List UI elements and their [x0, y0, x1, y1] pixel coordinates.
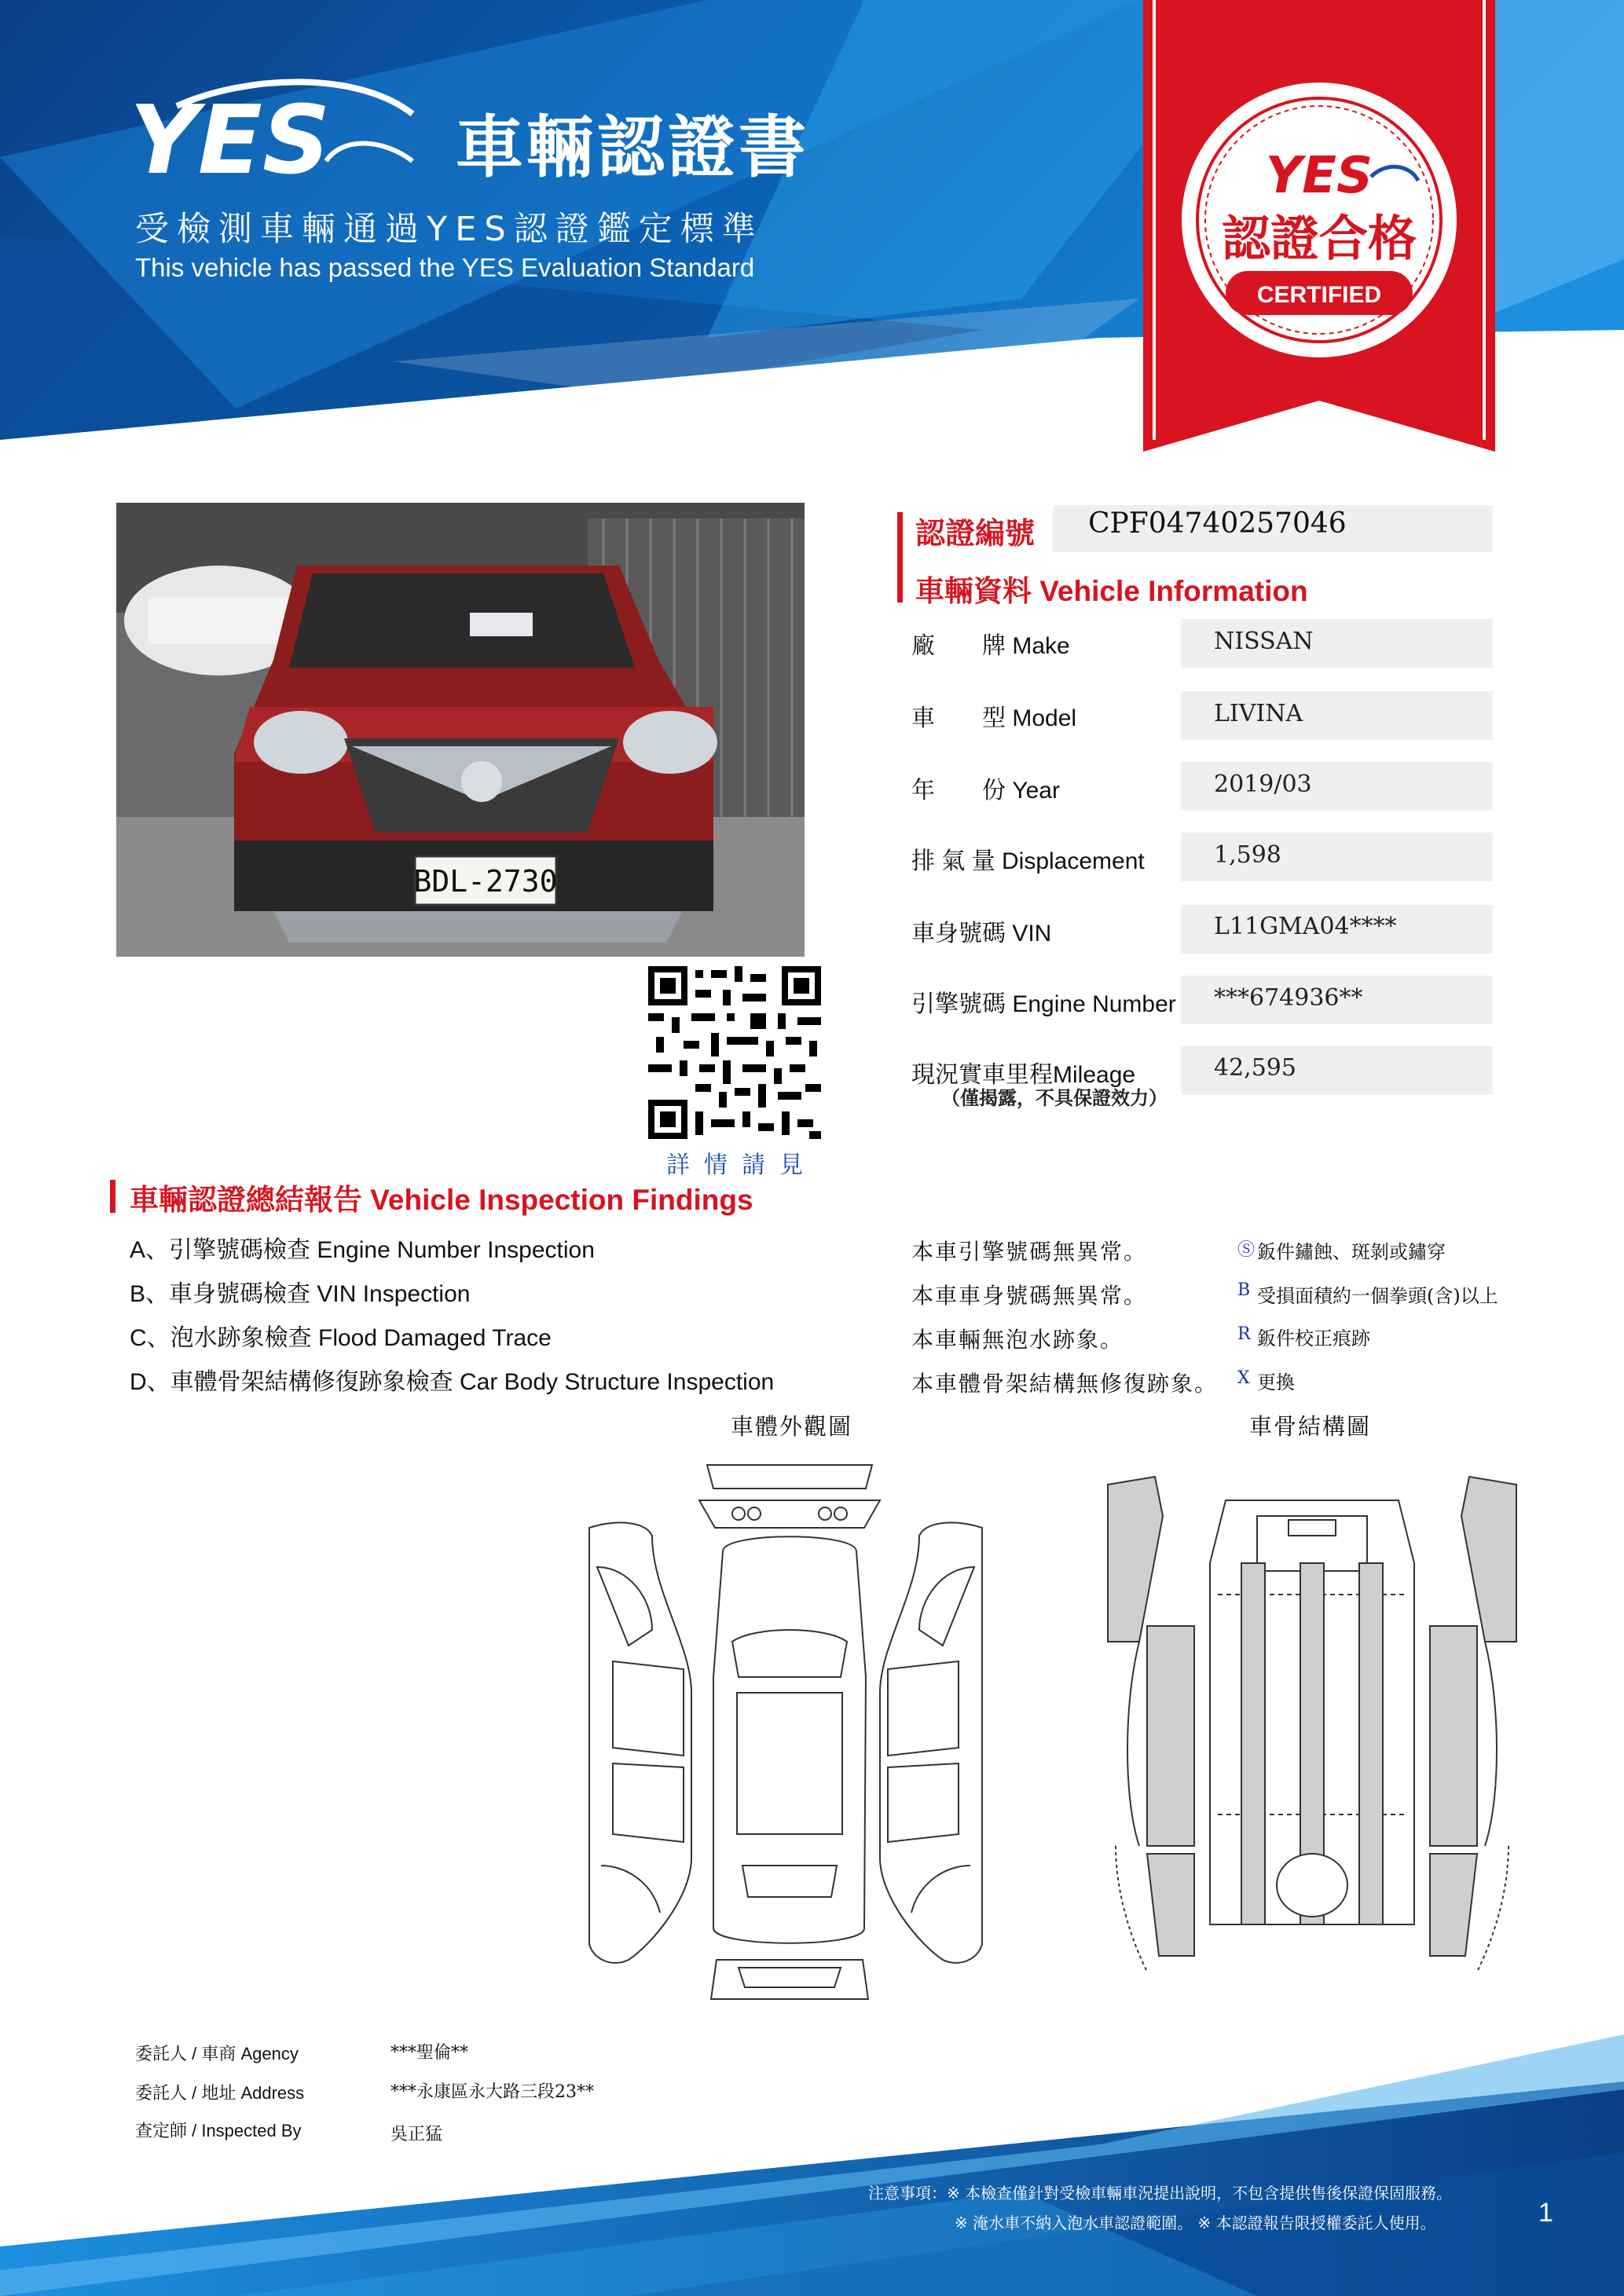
year-value: 2019/03 [1214, 771, 1312, 798]
mileage-label: 現況實車里程Mileage [911, 1062, 1136, 1088]
vin-label: 車身號碼 VIN [911, 921, 1052, 947]
frame-diagram-title: 車骨結構圖 [1249, 1413, 1372, 1440]
seal-label-zh: 認證合格 [1221, 210, 1417, 267]
certificate-number: CPF04740257046 [1088, 507, 1347, 540]
legend-text-r: 鈑件校正痕跡 [1257, 1327, 1370, 1349]
certified-seal-ribbon [1143, 0, 1495, 452]
make-label: 廠 牌 Make [911, 633, 1070, 659]
agency-value: ***聖倫** [390, 2043, 469, 2063]
license-plate: BDL-2730 [413, 864, 558, 899]
legend-code-x: X [1237, 1368, 1250, 1388]
engine-number-label: 引擎號碼 Engine Number [911, 991, 1176, 1017]
legend-code-b: B [1237, 1280, 1251, 1300]
engine-number-value: ***674936** [1214, 984, 1363, 1012]
displacement-value: 1,598 [1214, 841, 1281, 869]
legend-code-r: R [1237, 1324, 1251, 1344]
mileage-note: （僅揭露，不具保證效力） [941, 1087, 1168, 1109]
vehicle-photo [116, 503, 805, 957]
inspection-item-c: C、泡水跡象檢查 Flood Damaged Trace [130, 1325, 552, 1351]
frame-diagram [1100, 1469, 1524, 1987]
model-label: 車 型 Model [911, 705, 1077, 731]
vin-value: L11GMA04**** [1214, 913, 1397, 940]
document-title: 車輛認證書 [456, 108, 809, 187]
legend-text-x: 更換 [1257, 1371, 1295, 1393]
inspection-item-a: A、引擎號碼檢查 Engine Number Inspection [130, 1237, 595, 1263]
certificate-number-label: 認證編號 [915, 516, 1036, 551]
inspection-item-d: D、車體骨架結構修復跡象檢查 Car Body Structure Inspection [130, 1369, 775, 1395]
exterior-diagram-title: 車體外觀圖 [731, 1413, 853, 1440]
result-b: 本車車身號碼無異常。 [911, 1283, 1148, 1309]
footer-background [0, 2034, 1624, 2296]
logo-text: YES [130, 86, 331, 185]
result-a: 本車引擎號碼無異常。 [911, 1239, 1148, 1265]
qr-code[interactable] [648, 966, 821, 1139]
findings-marker-bar [110, 1180, 115, 1213]
inspector-value: 吳正猛 [390, 2125, 443, 2144]
seal-label-en: CERTIFIED [1256, 282, 1382, 308]
inspection-item-b: B、車身號碼檢查 VIN Inspection [130, 1281, 471, 1307]
legend-code-s: Ⓢ [1237, 1240, 1256, 1260]
year-label: 年 份 Year [911, 778, 1060, 804]
agency-label: 委託人 / 車商 Agency [135, 2044, 299, 2063]
address-label: 委託人 / 地址 Address [135, 2083, 305, 2103]
make-value: NISSAN [1214, 628, 1314, 655]
legend-text-s: 鈑件鏽蝕、斑剝或鏽穿 [1257, 1241, 1446, 1263]
displacement-label: 排 氣 量 Displacement [911, 848, 1145, 874]
section-marker-bar [897, 512, 903, 602]
page-number: 1 [1538, 2198, 1553, 2228]
subtitle-english: This vehicle has passed the YES Evaluation Standard [135, 253, 755, 282]
address-value: ***永康區永大路三段23** [390, 2082, 594, 2102]
result-d: 本車體骨架結構無修復跡象。 [911, 1371, 1219, 1397]
seal-logo: YES [1265, 147, 1373, 205]
footer-note-line2: ※ 淹水車不納入泡水車認證範圍。 ※ 本認證報告限授權委託人使用。 [955, 2214, 1436, 2232]
qr-caption: 詳情請見 [666, 1152, 817, 1179]
model-value: LIVINA [1214, 700, 1303, 727]
yes-logo [130, 75, 420, 185]
exterior-diagram [581, 1457, 990, 2007]
mileage-value: 42,595 [1214, 1054, 1296, 1082]
inspector-label: 查定師 / Inspected By [135, 2121, 302, 2140]
vehicle-info-title: 車輛資料 Vehicle Information [915, 575, 1308, 607]
findings-title: 車輛認證總結報告 Vehicle Inspection Findings [130, 1184, 753, 1216]
legend-text-b: 受損面積約一個拳頭(含)以上 [1257, 1285, 1498, 1307]
result-c: 本車輛無泡水跡象。 [911, 1327, 1124, 1353]
footer-note-line1: 注意事項：※ 本檢查僅針對受檢車輛車況提出說明，不包含提供售後保證保固服務。 [868, 2184, 1453, 2203]
subtitle-chinese: 受檢測車輛通過YES認證鑑定標準 [135, 210, 764, 249]
